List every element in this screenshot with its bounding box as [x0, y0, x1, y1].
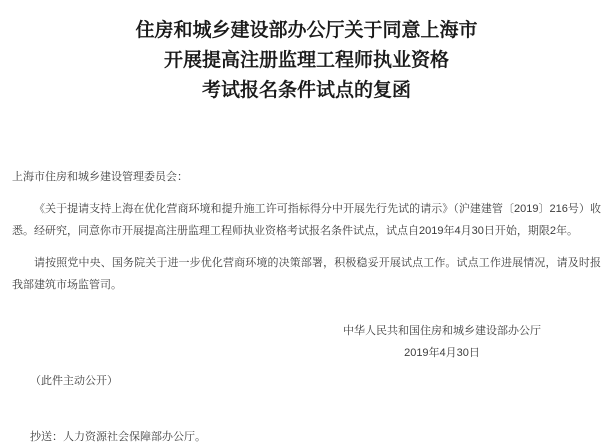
document-body — [0, 166, 613, 444]
document-title-line-1: 住房和城乡建设部办公厅关于同意上海市 — [135, 20, 478, 41]
document-title — [0, 0, 613, 106]
body-paragraph-2: 请按照党中央、国务院关于进一步优化营商环境的决策部署，积极稳妥开展试点工作。试点工作进展情况，请及时报我部建筑市场监管司。 — [12, 257, 601, 291]
salutation: 上海市住房和城乡建设管理委员会： — [12, 171, 188, 183]
disclosure-note: （此件主动公开） — [30, 375, 118, 387]
document-title-line-2: 开展提高注册监理工程师执业资格 — [163, 50, 449, 71]
cc-line: 抄送：人力资源社会保障部办公厅。 — [30, 431, 206, 443]
body-paragraph-1: 《关于提请支持上海在优化营商环境和提升施工许可指标得分中开展先行先试的请示》（沪建建管〔2019〕216号）收悉。经研究，同意你市开展提高注册监理工程师执业资格考试报名条件试点，试点自2019年4月30日开始，期限2年。 — [12, 203, 601, 237]
issuer-name: 中华人民共和国住房和城乡建设部办公厅 — [343, 325, 541, 337]
signature-block — [343, 320, 541, 364]
document-title-line-3: 考试报名条件试点的复函 — [201, 80, 411, 101]
issue-date: 2019年4月30日 — [404, 347, 480, 359]
